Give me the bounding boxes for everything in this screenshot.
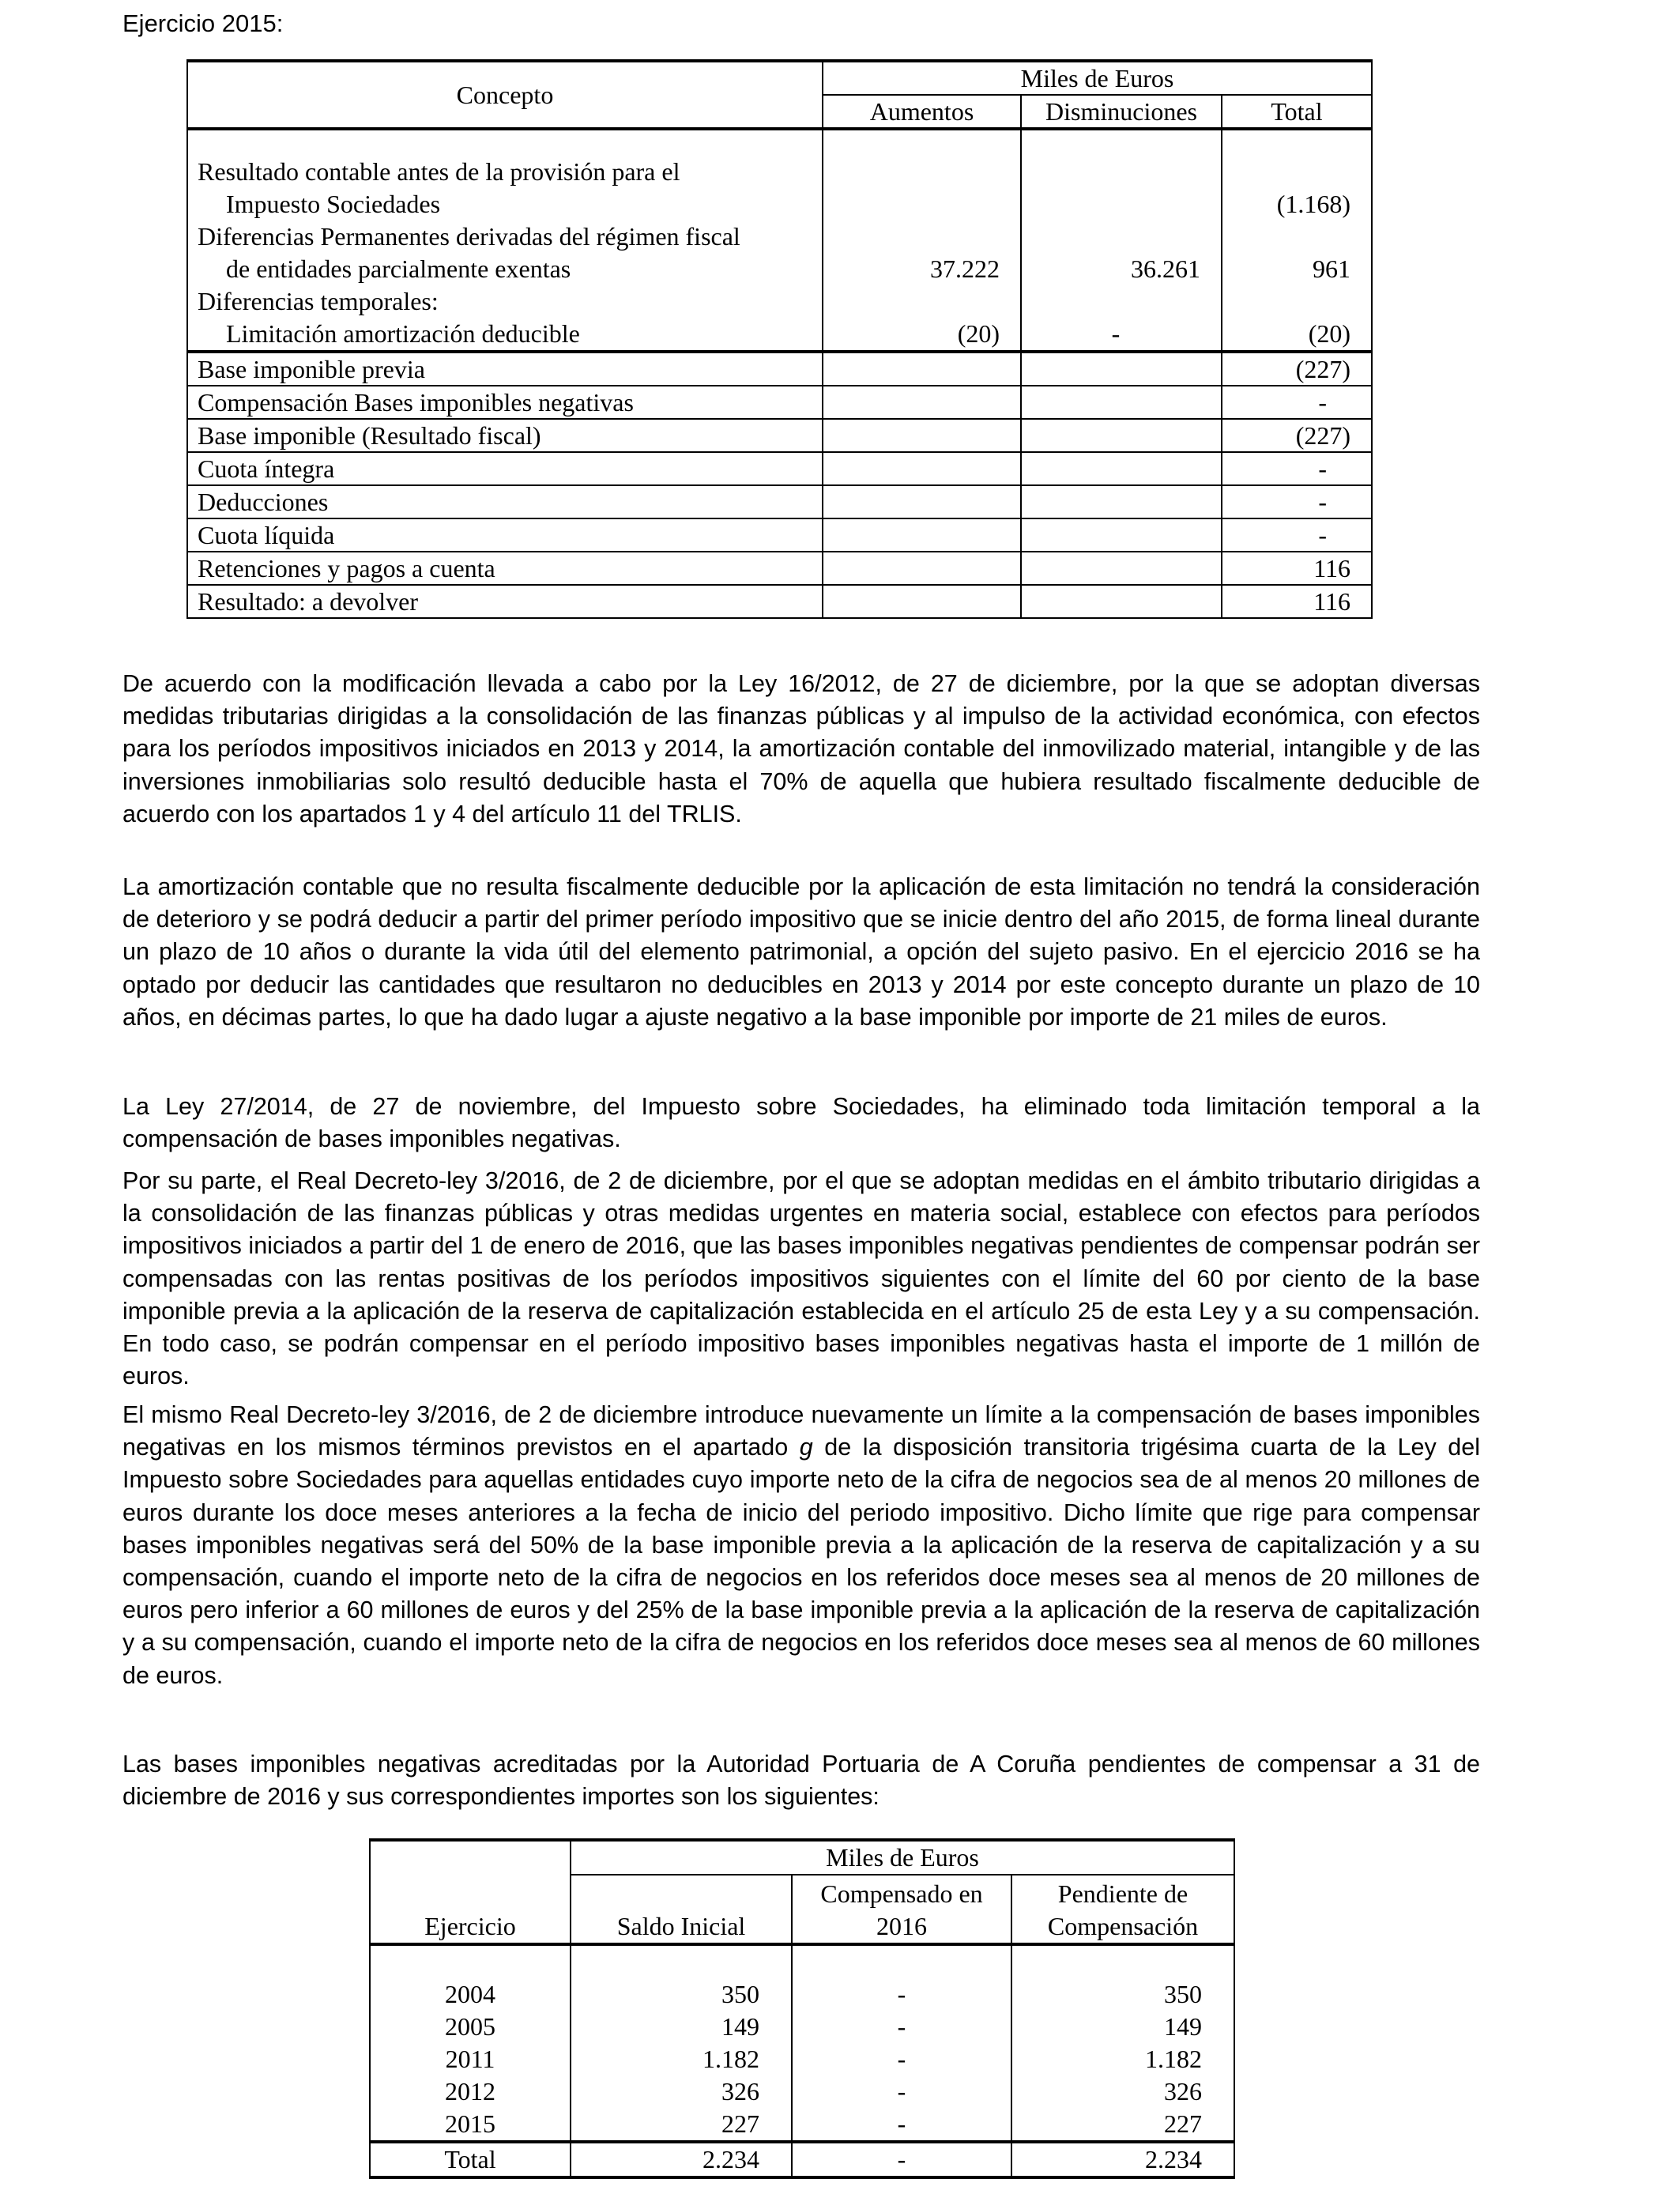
paragraph-ley-16-2012: De acuerdo con la modificación llevada a cabo por la Ley 16/2012, de 27 de diciembre, por la que se adoptan diversas medidas tributarias dirigidas a la consolidación de las finanzas públicas y al impulso de la actividad económica, con efectos para los períodos impositivos iniciados en 2013 y 2014, la amortización contable del inmovilizado material, intangible y de las inversiones inmobiliarias solo resultó deducible hasta el 70% de aquella que hubiera resultado fiscalmente deducible de acuerdo con los apartados 1 y 4 del artículo 11 del TRLIS. xyxy=(122,670,1480,827)
value: (1.168) xyxy=(1276,190,1350,218)
value: (20) xyxy=(957,319,1000,348)
row-aumentos xyxy=(823,452,1021,485)
text: de la disposición transitoria trigésima cuarta de la Ley del Impuesto sobre Sociedades para aquellas entidades cuyo importe neto de la cifra de negocios sea de al menos 20 millones de euros durante los doce meses anteriores a la fecha de inicio del periodo impositivo. Dicho límite que rige para compensar bases imponibles negativas será del 50% de la base imponible previa a la aplicación de la reserva de capitalización y a su compensación, cuando el importe neto de la cifra de negocios en los referidos doce meses sea al menos de 20 millones de euros pero inferior a 60 millones de euros y del 25% de la base imponible previa a la aplicación de la reserva de capitalización y a su compensación, cuando el importe neto de la cifra de negocios en los referidos doce meses sea al menos de 60 millones de euros. xyxy=(122,1434,1480,1689)
row-total: 116 xyxy=(1222,552,1372,585)
section-title: Ejercicio 2015: xyxy=(122,9,284,37)
cell: 350 xyxy=(721,1980,759,2008)
table-row xyxy=(187,386,1372,419)
cell: 2012 xyxy=(445,2077,495,2105)
cell: - xyxy=(897,2045,906,2073)
table-row xyxy=(187,518,1372,552)
value xyxy=(1232,285,1350,318)
cell: 2005 xyxy=(445,2012,495,2041)
concept-line: Impuesto Sociedades xyxy=(226,190,441,218)
row-total: 116 xyxy=(1222,585,1372,618)
table-row xyxy=(187,352,1372,386)
value xyxy=(833,285,1000,318)
concept-line: Diferencias Permanentes derivadas del régimen fiscal xyxy=(198,222,740,251)
header-total: Total xyxy=(1222,95,1372,129)
row-concepto: Retenciones y pagos a cuenta xyxy=(187,552,823,585)
row-disminuciones xyxy=(1021,419,1222,452)
row-aumentos xyxy=(823,485,1021,518)
detail-disminuciones xyxy=(1021,129,1222,352)
header-miles-de-euros: Miles de Euros xyxy=(571,1840,1234,1875)
value xyxy=(1031,221,1200,253)
row-disminuciones xyxy=(1021,585,1222,618)
row-disminuciones xyxy=(1021,352,1222,386)
header-pendiente xyxy=(1011,1875,1234,1944)
value: (20) xyxy=(1308,319,1350,348)
total-saldo-inicial: 2.234 xyxy=(571,2142,792,2177)
bases-imponibles-table xyxy=(369,1838,1235,2179)
cell: 149 xyxy=(721,2012,759,2041)
row-aumentos xyxy=(823,419,1021,452)
row-aumentos xyxy=(823,518,1021,552)
header-line: Pendiente de xyxy=(1057,1879,1188,1908)
col-pendiente xyxy=(1011,1944,1234,2142)
total-pendiente: 2.234 xyxy=(1011,2142,1234,2177)
row-total: - xyxy=(1222,485,1372,518)
cell: - xyxy=(897,2109,906,2138)
table-row xyxy=(187,419,1372,452)
cell: 227 xyxy=(721,2109,759,2138)
paragraph-amortizacion: La amortización contable que no resulta fiscalmente deducible por la aplicación de esta limitación no tendrá la consideración de deterioro y se podrá deducir a partir del primer período impositivo que se inicie dentro del año 2015, de forma lineal durante un plazo de 10 años o durante la vida útil del elemento patrimonial, a opción del sujeto pasivo. En el ejercicio 2016 se ha optado por deducir las cantidades que resultaron no deducibles en 2013 y 2014 por este concepto durante un plazo de 10 años, en décimas partes, lo que ha dado lugar a ajuste negativo a la base imponible por importe de 21 miles de euros. xyxy=(122,873,1480,1031)
header-ejercicio: Ejercicio xyxy=(370,1840,571,1944)
cell: 2004 xyxy=(445,1980,495,2008)
row-aumentos xyxy=(823,386,1021,419)
header-concepto: Concepto xyxy=(187,61,823,129)
header-line: Compensación xyxy=(1047,1912,1199,1940)
cell: 149 xyxy=(1164,2012,1202,2041)
total-row xyxy=(370,2142,1234,2177)
value xyxy=(1232,156,1350,188)
row-concepto: Cuota líquida xyxy=(187,518,823,552)
cell: 2015 xyxy=(445,2109,495,2138)
header-line: 2016 xyxy=(876,1912,927,1940)
row-total: (227) xyxy=(1222,419,1372,452)
value xyxy=(833,221,1000,253)
value: 36.261 xyxy=(1131,254,1200,283)
total-label: Total xyxy=(370,2142,571,2177)
detail-aumentos xyxy=(823,129,1021,352)
header-compensado xyxy=(792,1875,1011,1944)
cell: 326 xyxy=(1164,2077,1202,2105)
header-aumentos: Aumentos xyxy=(823,95,1021,129)
tax-computation-table xyxy=(186,59,1373,619)
row-total: - xyxy=(1222,518,1372,552)
italic-text: g xyxy=(799,1434,813,1461)
value xyxy=(1031,156,1200,188)
cell: 350 xyxy=(1164,1980,1202,2008)
header-disminuciones: Disminuciones xyxy=(1021,95,1222,129)
row-disminuciones xyxy=(1021,485,1222,518)
row-disminuciones xyxy=(1021,452,1222,485)
value: - xyxy=(1111,319,1121,348)
concept-line: de entidades parcialmente exentas xyxy=(226,254,571,283)
text: El mismo Real Decreto-ley 3/2016, de 2 de diciembre introduce nuevamente un límite a la compensación de bases imponibles negativas en los mismos términos previstos en el apartado xyxy=(122,1401,1480,1461)
paragraph-limite-compensacion xyxy=(122,1399,1480,1692)
row-concepto: Base imponible previa xyxy=(187,352,823,386)
concept-line: Diferencias temporales: xyxy=(198,287,439,315)
row-concepto: Compensación Bases imponibles negativas xyxy=(187,386,823,419)
concept-line: Resultado contable antes de la provisión para el xyxy=(198,157,680,186)
cell: 1.182 xyxy=(703,2045,759,2073)
detail-total xyxy=(1222,129,1372,352)
cell: 227 xyxy=(1164,2109,1202,2138)
row-aumentos xyxy=(823,352,1021,386)
row-aumentos xyxy=(823,552,1021,585)
detail-row xyxy=(187,129,1372,352)
row-disminuciones xyxy=(1021,386,1222,419)
row-concepto: Cuota íntegra xyxy=(187,452,823,485)
cell: - xyxy=(897,2077,906,2105)
paragraph-bases-pendientes: Las bases imponibles negativas acreditadas por la Autoridad Portuaria de A Coruña pendientes de compensar a 31 de diciembre de 2016 y sus correspondientes importes son los siguientes: xyxy=(122,1751,1480,1811)
row-total: - xyxy=(1222,452,1372,485)
paragraph-ley-27-2014: La Ley 27/2014, de 27 de noviembre, del Impuesto sobre Sociedades, ha eliminado toda limitación temporal a la compensación de bases imponibles negativas. xyxy=(122,1093,1480,1153)
paragraph-rdl-3-2016: Por su parte, el Real Decreto-ley 3/2016, de 2 de diciembre, por el que se adoptan medidas en el ámbito tributario dirigidas a la consolidación de las finanzas públicas y otras medidas urgentes en materia social, establece con efectos para períodos impositivos iniciados a partir del 1 de enero de 2016, que las bases imponibles negativas pendientes de compensar podrán ser compensadas con las rentas positivas de los períodos impositivos siguientes con el límite del 60 por ciento de la base imponible previa a la aplicación de la reserva de capitalización establecida en el artículo 25 de esta Ley y a su compensación. En todo caso, se podrán compensar en el período impositivo bases imponibles negativas hasta el importe de 1 millón de euros. xyxy=(122,1167,1480,1390)
row-aumentos xyxy=(823,585,1021,618)
header-miles-de-euros: Miles de Euros xyxy=(823,61,1372,95)
col-ejercicio xyxy=(370,1944,571,2142)
value: 961 xyxy=(1313,254,1350,283)
concept-line: Limitación amortización deducible xyxy=(226,319,580,348)
total-compensado: - xyxy=(792,2142,1011,2177)
row-disminuciones xyxy=(1021,552,1222,585)
row-concepto: Base imponible (Resultado fiscal) xyxy=(187,419,823,452)
row-total: (227) xyxy=(1222,352,1372,386)
cell: 1.182 xyxy=(1145,2045,1202,2073)
value xyxy=(833,188,1000,221)
table-row xyxy=(187,452,1372,485)
cell: 326 xyxy=(721,2077,759,2105)
row-disminuciones xyxy=(1021,518,1222,552)
value xyxy=(833,156,1000,188)
col-compensado xyxy=(792,1944,1011,2142)
table-row xyxy=(187,485,1372,518)
header-saldo-inicial: Saldo Inicial xyxy=(571,1875,792,1944)
cell: - xyxy=(897,2012,906,2041)
value xyxy=(1031,188,1200,221)
value xyxy=(1232,221,1350,253)
col-saldo-inicial xyxy=(571,1944,792,2142)
cell: 2011 xyxy=(445,2045,495,2073)
header-line: Compensado en xyxy=(820,1879,983,1908)
cell: - xyxy=(897,1980,906,2008)
value: 37.222 xyxy=(930,254,1000,283)
row-concepto: Resultado: a devolver xyxy=(187,585,823,618)
years-block xyxy=(370,1944,1234,2142)
row-concepto: Deducciones xyxy=(187,485,823,518)
value xyxy=(1031,285,1200,318)
detail-concepts xyxy=(187,129,823,352)
table-row xyxy=(187,552,1372,585)
table-row xyxy=(187,585,1372,618)
row-total: - xyxy=(1222,386,1372,419)
